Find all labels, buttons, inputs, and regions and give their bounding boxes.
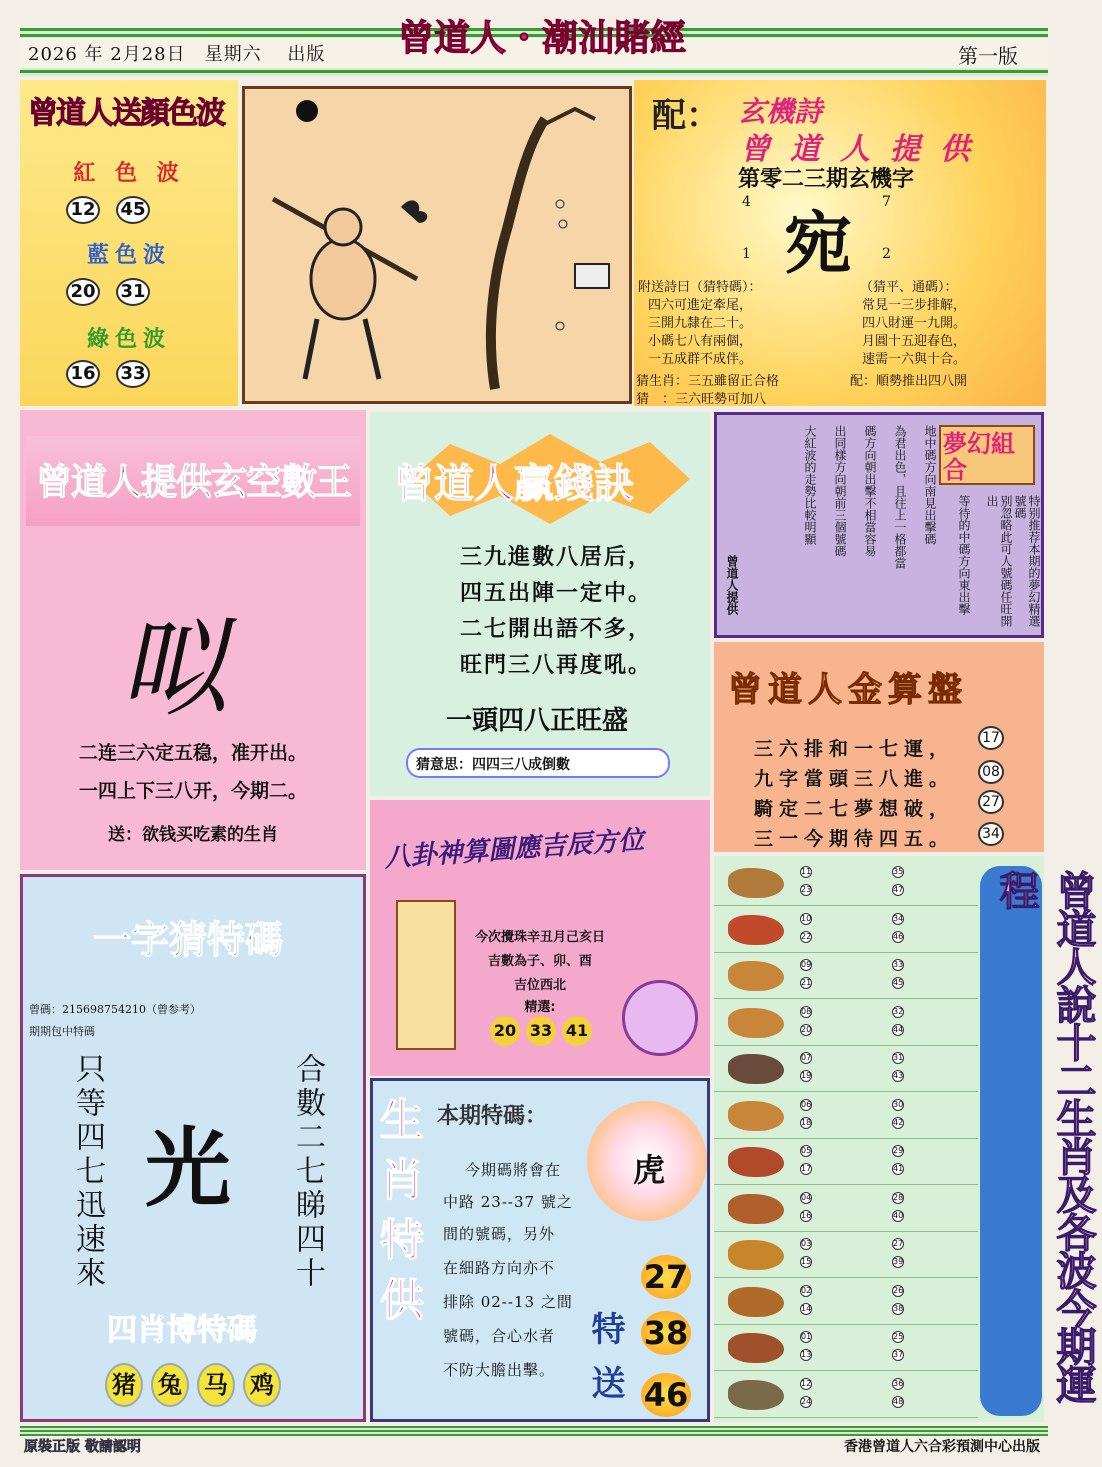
winning-line-2: 四五出陣一定中。 xyxy=(460,580,653,606)
abacus-line-1: 三六排和一七運， xyxy=(754,738,955,760)
one-char-glyph: 光 xyxy=(145,1118,231,1219)
special-number-3: 46 xyxy=(641,1373,691,1417)
zodiac-number: 28 xyxy=(893,1192,904,1202)
rooster-icon xyxy=(728,915,784,945)
abacus-line-2: 九字當頭三八進。 xyxy=(754,768,955,790)
zodiac-title: 曾道人說十二生肖及各波今期運程 xyxy=(993,870,1096,1402)
zodiac-row xyxy=(714,1186,978,1232)
fantasy-badge-text: 夢幻組合 xyxy=(943,430,1015,484)
zodiac-number: 20 xyxy=(801,1024,812,1034)
winning-line-4: 旺門三八再度吼。 xyxy=(460,652,653,678)
one-char-right-column: 合數二七睇四十 xyxy=(290,1053,325,1291)
winning-note: 猜意思：四四三八成倒數 xyxy=(416,757,570,773)
zodiac-row xyxy=(714,1372,978,1418)
bagua-ball-3: 41 xyxy=(562,1016,592,1046)
zodiac-number: 12 xyxy=(801,1378,812,1388)
zodiac-number: 32 xyxy=(893,1006,904,1016)
golden-abacus-panel xyxy=(714,642,1044,852)
zodiac-row xyxy=(714,953,978,999)
zodiac-horse: 马 xyxy=(197,1363,235,1407)
one-char-small-1: 曾碼：215698754210（曾参考） xyxy=(29,1003,201,1016)
zodiac-row xyxy=(714,1046,978,1092)
zodiac-number: 29 xyxy=(893,1146,904,1155)
footer-right: 香港曾道人六合彩預測中心出版 xyxy=(844,1439,1040,1455)
winning-line-3: 二七開出語不多， xyxy=(460,616,653,642)
zodiac-number: 04 xyxy=(801,1192,812,1202)
abacus-title: 曾道人金算盤 xyxy=(728,670,968,710)
four-zodiac-title: 四肖博特碼 xyxy=(107,1313,257,1348)
zodiac-number: 16 xyxy=(801,1210,812,1220)
one-char-small-2: 期期包中特碼 xyxy=(29,1025,95,1038)
zodiac-number: 02 xyxy=(801,1285,812,1295)
poem-left-line: 一五成群不成伴。 xyxy=(648,352,753,367)
zodiac-row xyxy=(714,860,978,906)
ox-icon xyxy=(728,1101,784,1131)
zodiac-number: 17 xyxy=(801,1164,812,1173)
zodiac-number: 06 xyxy=(801,1099,812,1109)
ink-painting xyxy=(242,86,632,404)
horse-icon xyxy=(728,1333,784,1363)
xuanji-poem-panel xyxy=(634,80,1046,406)
monkey-icon xyxy=(728,868,784,898)
one-char-panel xyxy=(20,874,366,1422)
poem-right-line: 四八財運一九開。 xyxy=(862,316,967,331)
winning-head-line: 一頭四八正旺盛 xyxy=(446,706,629,736)
footer-left: 原裝正版 敬請認明 xyxy=(24,1439,141,1455)
zodiac-number: 46 xyxy=(893,931,904,941)
zodiac-number: 01 xyxy=(801,1332,812,1341)
zodiac-number: 26 xyxy=(893,1285,904,1295)
zodiac-number: 41 xyxy=(893,1164,904,1173)
abacus-line-3: 騎定二七夢想破， xyxy=(754,798,955,820)
fantasy-signature: 曾道人提供 xyxy=(725,555,739,615)
xuankong-panel xyxy=(20,410,366,870)
warrior-picture xyxy=(396,900,456,1050)
zodiac-number: 38 xyxy=(893,1303,904,1313)
zodiac-number: 08 xyxy=(801,1006,812,1016)
blue-wave-label: 藍色波 xyxy=(86,243,171,268)
zodiac-number: 23 xyxy=(801,885,812,894)
winning-tip-panel xyxy=(370,412,710,796)
one-char-left-column: 只等四七迅速來 xyxy=(70,1053,105,1291)
rabbit-icon xyxy=(728,1194,784,1224)
zodiac-number: 25 xyxy=(893,1332,904,1341)
zodiac-rabbit: 兔 xyxy=(151,1363,189,1407)
red-wave-label: 紅 色 波 xyxy=(73,161,185,186)
special-send: 特送 xyxy=(585,1311,625,1419)
special-tiger: 虎 xyxy=(633,1151,666,1189)
pig-icon xyxy=(728,1008,784,1038)
zodiac-number: 48 xyxy=(893,1396,904,1406)
zodiac-number: 18 xyxy=(801,1117,812,1127)
zodiac-number: 14 xyxy=(801,1303,812,1313)
bagua-panel xyxy=(370,800,710,1076)
zodiac-number: 27 xyxy=(893,1239,904,1248)
poem-right-line: 月圓十五迎春色， xyxy=(862,334,967,349)
corner-digit-tr: 7 xyxy=(882,194,891,210)
abacus-number-2: 08 xyxy=(978,760,1004,784)
special-line: 在細路方向亦不 xyxy=(443,1259,556,1277)
xuankong-glyph: 㕽 xyxy=(114,604,252,732)
xuankong-title: 曾道人提供玄空數王 xyxy=(36,462,352,503)
footer-stripe xyxy=(20,1426,1048,1436)
fantasy-column: 大紅波的走勢比較明顯 xyxy=(803,425,817,545)
zodiac-number: 09 xyxy=(801,960,812,969)
zodiac-row xyxy=(714,1000,978,1046)
bagua-line-4: 精選: xyxy=(524,1000,556,1015)
fantasy-column: 别忽略此可人號碼任旺開出 xyxy=(985,495,1013,627)
fantasy-column: 為君出色，且往上一格都當 xyxy=(893,425,907,569)
bagua-title: 八卦神算圖應吉辰方位 xyxy=(383,825,646,874)
one-char-title: 一字猜特碼 xyxy=(93,918,284,962)
special-line: 號碼，合心水者 xyxy=(443,1327,556,1345)
abacus-number-4: 34 xyxy=(978,822,1004,846)
farmer-illustration xyxy=(245,89,629,401)
zodiac-row xyxy=(714,1139,978,1185)
zodiac-number: 44 xyxy=(893,1024,904,1034)
xuankong-line-2: 一四上下三八开，今期二。 xyxy=(78,780,307,802)
provider-title: 曾道人提供 xyxy=(740,132,990,167)
green-ball-1: 16 xyxy=(66,360,100,388)
bagua-compass-icon xyxy=(622,980,698,1056)
poem-tail-left-2: 猜 ：三六旺勢可加八 xyxy=(636,392,767,407)
zodiac-number: 47 xyxy=(893,885,904,894)
zodiac-number: 05 xyxy=(801,1146,812,1155)
zodiac-number: 13 xyxy=(801,1350,812,1359)
zodiac-row xyxy=(714,1325,978,1371)
zodiac-number: 10 xyxy=(801,913,812,923)
green-wave-label: 綠色波 xyxy=(86,327,171,352)
bagua-line-1: 今次攪珠辛丑月己亥日 xyxy=(474,930,605,945)
zodiac-row xyxy=(714,1279,978,1325)
poem-left-line: 小碼七八有兩個， xyxy=(648,334,753,349)
publish-date: 2026 年 2月28日 星期六 出版 xyxy=(28,44,326,65)
dog-icon xyxy=(728,961,784,991)
fantasy-column: 碼方向朝出擊不相當容易 xyxy=(863,425,877,557)
special-line: 間的號碼，另外 xyxy=(443,1225,556,1243)
zodiac-number: 24 xyxy=(801,1396,812,1406)
winning-tip-title: 曾道人贏錢訣 xyxy=(394,461,634,507)
poem-tail-left-1: 猜生肖：三五雖留正合格 xyxy=(636,374,780,389)
special-line: 中路 23--37 號之 xyxy=(443,1193,573,1211)
edition-label: 第一版 xyxy=(958,44,1018,68)
zodiac-rooster: 鸡 xyxy=(243,1363,281,1407)
period-label: 第零二三期玄機字 xyxy=(738,166,915,192)
twelve-zodiac-panel xyxy=(714,856,1096,1422)
fantasy-column: 地中碼方向南見出擊碼 xyxy=(923,425,937,545)
special-line: 今期碼將會在 xyxy=(465,1161,562,1179)
zodiac-number: 07 xyxy=(801,1053,812,1062)
zodiac-number: 40 xyxy=(893,1210,904,1220)
dragon-icon xyxy=(728,1240,784,1270)
color-wave-title: 曾道人送顏色波 xyxy=(28,96,224,131)
corner-digit-bl: 1 xyxy=(742,246,751,262)
zodiac-number: 15 xyxy=(801,1257,812,1266)
corner-digit-tl: 4 xyxy=(742,194,751,210)
fantasy-column: 特别推荐本期的夢幻精選號碼 xyxy=(1013,495,1041,627)
bagua-line-3: 吉位西北 xyxy=(513,978,566,993)
zodiac-number: 03 xyxy=(801,1239,812,1248)
poem-tail-right: 配：順勢推出四八開 xyxy=(850,374,968,389)
zodiac-number: 42 xyxy=(893,1117,904,1127)
green-ball-2: 33 xyxy=(116,360,150,388)
color-wave-panel xyxy=(20,80,238,406)
zodiac-number: 22 xyxy=(801,931,812,941)
zodiac-number: 36 xyxy=(893,1378,904,1388)
zodiac-row xyxy=(714,1093,978,1139)
winning-line-1: 三九進數八居后， xyxy=(460,544,653,570)
zodiac-pig: 猪 xyxy=(105,1363,143,1407)
zodiac-number: 45 xyxy=(893,978,904,987)
zodiac-number: 34 xyxy=(893,913,904,923)
abacus-line-4: 三一今期待四五。 xyxy=(754,828,955,850)
zodiac-number: 19 xyxy=(801,1071,812,1080)
bagua-ball-2: 33 xyxy=(526,1016,556,1046)
corner-digit-br: 2 xyxy=(882,246,891,262)
poem-left-line: 附送詩曰（猜特碼）： xyxy=(638,280,762,295)
zodiac-number: 39 xyxy=(893,1257,904,1266)
blue-ball-1: 20 xyxy=(66,278,100,306)
bagua-ball-1: 20 xyxy=(490,1016,520,1046)
snake-icon xyxy=(728,1287,784,1317)
red-ball-2: 45 xyxy=(116,196,150,224)
fantasy-column: 出同樣方向朝前三個號碼 xyxy=(833,425,847,557)
zodiac-row xyxy=(714,1232,978,1278)
poem-right-line: 速需一六與十合。 xyxy=(862,352,967,367)
zodiac-number: 30 xyxy=(893,1099,904,1109)
goat-icon xyxy=(728,1380,784,1410)
xuankong-line-3: 送：欲钱买吃素的生肖 xyxy=(108,825,278,845)
abacus-number-1: 17 xyxy=(978,726,1004,750)
zodiac-number: 21 xyxy=(801,978,812,987)
poem-left-line: 四六可進定牽尾， xyxy=(648,298,753,313)
abacus-number-3: 27 xyxy=(978,790,1004,814)
special-title: 本期特碼： xyxy=(437,1104,548,1129)
zodiac-row xyxy=(714,907,978,953)
xuanji-title: 玄機詩 xyxy=(738,95,823,128)
zodiac-number: 43 xyxy=(893,1071,904,1080)
poem-left-line: 三開九隸在二十。 xyxy=(648,316,753,331)
special-zodiac-panel xyxy=(370,1078,710,1422)
zodiac-number: 37 xyxy=(893,1350,904,1359)
blue-ball-2: 31 xyxy=(116,278,150,306)
tiger-icon xyxy=(728,1147,784,1177)
poem-right-line: （猜平、通碼）： xyxy=(860,280,958,295)
xuankong-line-1: 二连三六定五稳，准开出。 xyxy=(78,742,307,764)
fantasy-combo-panel xyxy=(714,412,1044,638)
bagua-line-2: 吉數為子、卯、酉 xyxy=(487,954,592,969)
rat-icon xyxy=(728,1054,784,1084)
poem-right-line: 常見一三步排解， xyxy=(862,298,967,313)
zodiac-number: 31 xyxy=(893,1053,904,1062)
special-line: 排除 02--13 之間 xyxy=(443,1293,573,1311)
xuanji-character: 宛 xyxy=(784,204,853,284)
masthead-title: 曾道人・潮汕賭經 xyxy=(398,17,687,59)
fantasy-column: 等待的中碼方向東出擊 xyxy=(957,495,971,615)
zodiac-number: 11 xyxy=(801,867,812,876)
special-number-1: 27 xyxy=(641,1255,691,1299)
zodiac-number: 33 xyxy=(893,960,904,969)
pair-title: 配： xyxy=(652,96,720,136)
special-number-2: 38 xyxy=(641,1311,691,1355)
zodiac-number: 35 xyxy=(893,867,904,876)
special-line: 不防大膽出擊。 xyxy=(443,1361,556,1379)
special-side-title: 生肖特供 xyxy=(380,1095,424,1326)
red-ball-1: 12 xyxy=(66,196,100,224)
